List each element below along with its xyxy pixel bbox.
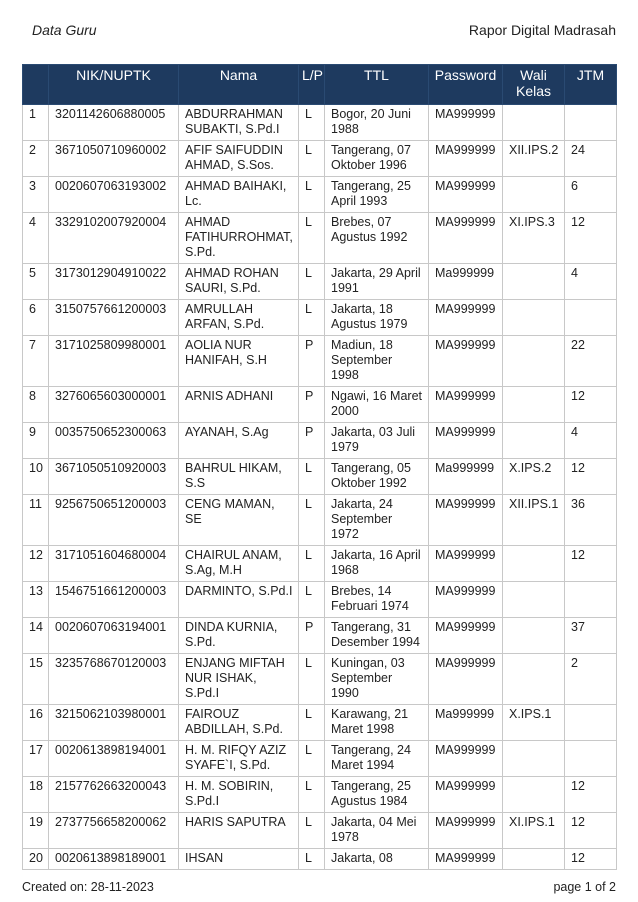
- cell-nik: 0035750652300063: [49, 423, 179, 459]
- cell-password: MA999999: [429, 582, 503, 618]
- cell-password: MA999999: [429, 741, 503, 777]
- cell-no: 1: [23, 105, 49, 141]
- cell-jtm: 36: [565, 495, 617, 546]
- cell-wali-kelas: [503, 618, 565, 654]
- cell-wali-kelas: XII.IPS.2: [503, 141, 565, 177]
- cell-nik: 3173012904910022: [49, 264, 179, 300]
- cell-lp: L: [299, 654, 325, 705]
- cell-ttl: Jakarta, 08: [325, 849, 429, 870]
- cell-no: 6: [23, 300, 49, 336]
- cell-jtm: 12: [565, 459, 617, 495]
- cell-lp: P: [299, 387, 325, 423]
- cell-lp: L: [299, 741, 325, 777]
- cell-no: 2: [23, 141, 49, 177]
- cell-nik: 3215062103980001: [49, 705, 179, 741]
- cell-nama: AHMAD BAIHAKI, Lc.: [179, 177, 299, 213]
- table-header-row: [23, 65, 617, 105]
- cell-no: 5: [23, 264, 49, 300]
- cell-wali-kelas: [503, 177, 565, 213]
- cell-jtm: 4: [565, 264, 617, 300]
- cell-nama: ENJANG MIFTAH NUR ISHAK, S.Pd.I: [179, 654, 299, 705]
- cell-ttl: Madiun, 18 September 1998: [325, 336, 429, 387]
- cell-jtm: 12: [565, 387, 617, 423]
- cell-password: Ma999999: [429, 459, 503, 495]
- cell-wali-kelas: [503, 741, 565, 777]
- cell-password: MA999999: [429, 336, 503, 387]
- cell-lp: L: [299, 459, 325, 495]
- cell-nik: 0020607063194001: [49, 618, 179, 654]
- cell-nik: 3671050510920003: [49, 459, 179, 495]
- teacher-table: [22, 64, 617, 870]
- cell-lp: P: [299, 618, 325, 654]
- cell-wali-kelas: [503, 264, 565, 300]
- cell-ttl: Tangerang, 31 Desember 1994: [325, 618, 429, 654]
- cell-nama: IHSAN: [179, 849, 299, 870]
- table-row: [23, 141, 617, 177]
- cell-wali-kelas: XI.IPS.3: [503, 213, 565, 264]
- cell-password: MA999999: [429, 300, 503, 336]
- cell-nama: CHAIRUL ANAM, S.Ag, M.H: [179, 546, 299, 582]
- col-header-lp: L/P: [299, 65, 325, 105]
- cell-lp: L: [299, 813, 325, 849]
- cell-jtm: 6: [565, 177, 617, 213]
- cell-nama: CENG MAMAN, SE: [179, 495, 299, 546]
- cell-no: 8: [23, 387, 49, 423]
- cell-lp: L: [299, 300, 325, 336]
- cell-nik: 0020607063193002: [49, 177, 179, 213]
- table-row: [23, 177, 617, 213]
- table-row: [23, 654, 617, 705]
- cell-lp: L: [299, 141, 325, 177]
- cell-nama: BAHRUL HIKAM, S.S: [179, 459, 299, 495]
- cell-lp: L: [299, 495, 325, 546]
- cell-wali-kelas: [503, 387, 565, 423]
- cell-lp: P: [299, 423, 325, 459]
- cell-nik: 2737756658200062: [49, 813, 179, 849]
- cell-jtm: 4: [565, 423, 617, 459]
- cell-ttl: Kuningan, 03 September 1990: [325, 654, 429, 705]
- cell-lp: L: [299, 705, 325, 741]
- cell-jtm: [565, 582, 617, 618]
- cell-ttl: Jakarta, 04 Mei 1978: [325, 813, 429, 849]
- cell-password: MA999999: [429, 213, 503, 264]
- cell-no: 3: [23, 177, 49, 213]
- cell-nik: 3329102007920004: [49, 213, 179, 264]
- cell-no: 12: [23, 546, 49, 582]
- table-row: [23, 300, 617, 336]
- cell-nik: 3235768670120003: [49, 654, 179, 705]
- cell-wali-kelas: XI.IPS.1: [503, 813, 565, 849]
- cell-lp: L: [299, 582, 325, 618]
- cell-nik: 3671050710960002: [49, 141, 179, 177]
- cell-nik: 3171025809980001: [49, 336, 179, 387]
- table-row: [23, 813, 617, 849]
- cell-no: 17: [23, 741, 49, 777]
- table-body: [23, 105, 617, 870]
- cell-nama: H. M. SOBIRIN, S.Pd.I: [179, 777, 299, 813]
- cell-nama: ARNIS ADHANI: [179, 387, 299, 423]
- cell-nik: 3150757661200003: [49, 300, 179, 336]
- table-row: [23, 105, 617, 141]
- col-header-wali-kelas: Wali Kelas: [503, 65, 565, 105]
- cell-nama: AMRULLAH ARFAN, S.Pd.: [179, 300, 299, 336]
- cell-wali-kelas: [503, 654, 565, 705]
- cell-wali-kelas: [503, 336, 565, 387]
- document-title: Data Guru: [32, 22, 97, 38]
- cell-jtm: 37: [565, 618, 617, 654]
- table-row: [23, 705, 617, 741]
- cell-wali-kelas: X.IPS.1: [503, 705, 565, 741]
- cell-ttl: Jakarta, 29 April 1991: [325, 264, 429, 300]
- cell-nik: 0020613898189001: [49, 849, 179, 870]
- cell-nama: FAIROUZ ABDILLAH, S.Pd.: [179, 705, 299, 741]
- cell-password: MA999999: [429, 849, 503, 870]
- cell-nama: ABDURRAHMAN SUBAKTI, S.Pd.I: [179, 105, 299, 141]
- table-row: [23, 777, 617, 813]
- table-row: [23, 336, 617, 387]
- cell-password: Ma999999: [429, 705, 503, 741]
- cell-no: 15: [23, 654, 49, 705]
- cell-jtm: 12: [565, 777, 617, 813]
- cell-password: MA999999: [429, 495, 503, 546]
- table-row: [23, 459, 617, 495]
- cell-nama: H. M. RIFQY AZIZ SYAFE`I, S.Pd.: [179, 741, 299, 777]
- cell-nama: AHMAD FATIHURROHMAT, S.Pd.: [179, 213, 299, 264]
- cell-nik: 1546751661200003: [49, 582, 179, 618]
- col-header-jtm: JTM: [565, 65, 617, 105]
- cell-nama: DARMINTO, S.Pd.I: [179, 582, 299, 618]
- cell-lp: L: [299, 177, 325, 213]
- table-row: [23, 495, 617, 546]
- cell-lp: L: [299, 213, 325, 264]
- col-header-ttl: TTL: [325, 65, 429, 105]
- page-number: page 1 of 2: [553, 880, 616, 894]
- cell-password: MA999999: [429, 423, 503, 459]
- cell-wali-kelas: [503, 777, 565, 813]
- cell-no: 18: [23, 777, 49, 813]
- cell-nik: 3276065603000001: [49, 387, 179, 423]
- cell-jtm: 12: [565, 813, 617, 849]
- cell-no: 14: [23, 618, 49, 654]
- cell-ttl: Brebes, 07 Agustus 1992: [325, 213, 429, 264]
- cell-ttl: Tangerang, 05 Oktober 1992: [325, 459, 429, 495]
- cell-lp: L: [299, 546, 325, 582]
- cell-lp: P: [299, 336, 325, 387]
- table-row: [23, 423, 617, 459]
- cell-nik: 9256750651200003: [49, 495, 179, 546]
- cell-jtm: 22: [565, 336, 617, 387]
- cell-no: 10: [23, 459, 49, 495]
- cell-ttl: Tangerang, 25 April 1993: [325, 177, 429, 213]
- cell-ttl: Ngawi, 16 Maret 2000: [325, 387, 429, 423]
- col-header-nik: NIK/NUPTK: [49, 65, 179, 105]
- cell-jtm: [565, 741, 617, 777]
- cell-password: MA999999: [429, 546, 503, 582]
- app-name: Rapor Digital Madrasah: [468, 22, 616, 38]
- col-header-password: Password: [429, 65, 503, 105]
- cell-lp: L: [299, 264, 325, 300]
- cell-jtm: 24: [565, 141, 617, 177]
- cell-nik: 2157762663200043: [49, 777, 179, 813]
- cell-ttl: Jakarta, 03 Juli 1979: [325, 423, 429, 459]
- cell-no: 9: [23, 423, 49, 459]
- cell-no: 11: [23, 495, 49, 546]
- cell-nama: AHMAD ROHAN SAURI, S.Pd.: [179, 264, 299, 300]
- cell-jtm: [565, 105, 617, 141]
- cell-lp: L: [299, 777, 325, 813]
- cell-no: 13: [23, 582, 49, 618]
- cell-nik: 3171051604680004: [49, 546, 179, 582]
- cell-nama: AFIF SAIFUDDIN AHMAD, S.Sos.: [179, 141, 299, 177]
- cell-wali-kelas: [503, 300, 565, 336]
- cell-wali-kelas: X.IPS.2: [503, 459, 565, 495]
- cell-ttl: Jakarta, 16 April 1968: [325, 546, 429, 582]
- cell-no: 4: [23, 213, 49, 264]
- cell-ttl: Jakarta, 24 September 1972: [325, 495, 429, 546]
- table-row: [23, 213, 617, 264]
- cell-ttl: Brebes, 14 Februari 1974: [325, 582, 429, 618]
- cell-ttl: Jakarta, 18 Agustus 1979: [325, 300, 429, 336]
- cell-nama: AYANAH, S.Ag: [179, 423, 299, 459]
- cell-password: MA999999: [429, 654, 503, 705]
- cell-no: 20: [23, 849, 49, 870]
- cell-ttl: Tangerang, 07 Oktober 1996: [325, 141, 429, 177]
- cell-password: Ma999999: [429, 264, 503, 300]
- cell-jtm: 12: [565, 849, 617, 870]
- cell-wali-kelas: [503, 546, 565, 582]
- cell-password: MA999999: [429, 141, 503, 177]
- cell-nama: HARIS SAPUTRA: [179, 813, 299, 849]
- cell-nama: DINDA KURNIA, S.Pd.: [179, 618, 299, 654]
- cell-password: MA999999: [429, 105, 503, 141]
- cell-wali-kelas: XII.IPS.1: [503, 495, 565, 546]
- created-date: Created on: 28-11-2023: [22, 880, 154, 894]
- cell-no: 19: [23, 813, 49, 849]
- cell-password: MA999999: [429, 618, 503, 654]
- cell-lp: L: [299, 849, 325, 870]
- cell-password: MA999999: [429, 813, 503, 849]
- table-row: [23, 264, 617, 300]
- cell-no: 16: [23, 705, 49, 741]
- cell-nama: AOLIA NUR HANIFAH, S.H: [179, 336, 299, 387]
- table-row: [23, 582, 617, 618]
- cell-ttl: Tangerang, 24 Maret 1994: [325, 741, 429, 777]
- cell-no: 7: [23, 336, 49, 387]
- cell-wali-kelas: [503, 849, 565, 870]
- cell-ttl: Tangerang, 25 Agustus 1984: [325, 777, 429, 813]
- cell-password: MA999999: [429, 777, 503, 813]
- table-row: [23, 618, 617, 654]
- cell-jtm: 2: [565, 654, 617, 705]
- table-row: [23, 849, 617, 870]
- page-header: [32, 22, 616, 42]
- table-row: [23, 546, 617, 582]
- cell-jtm: [565, 705, 617, 741]
- col-header-nama: Nama: [179, 65, 299, 105]
- cell-nik: 0020613898194001: [49, 741, 179, 777]
- cell-lp: L: [299, 105, 325, 141]
- cell-jtm: 12: [565, 213, 617, 264]
- cell-ttl: Bogor, 20 Juni 1988: [325, 105, 429, 141]
- table-row: [23, 387, 617, 423]
- cell-wali-kelas: [503, 582, 565, 618]
- table-row: [23, 741, 617, 777]
- cell-password: MA999999: [429, 177, 503, 213]
- cell-ttl: Karawang, 21 Maret 1998: [325, 705, 429, 741]
- cell-password: MA999999: [429, 387, 503, 423]
- cell-jtm: [565, 300, 617, 336]
- cell-wali-kelas: [503, 423, 565, 459]
- col-header-no: [23, 65, 49, 105]
- cell-jtm: 12: [565, 546, 617, 582]
- cell-wali-kelas: [503, 105, 565, 141]
- cell-nik: 3201142606880005: [49, 105, 179, 141]
